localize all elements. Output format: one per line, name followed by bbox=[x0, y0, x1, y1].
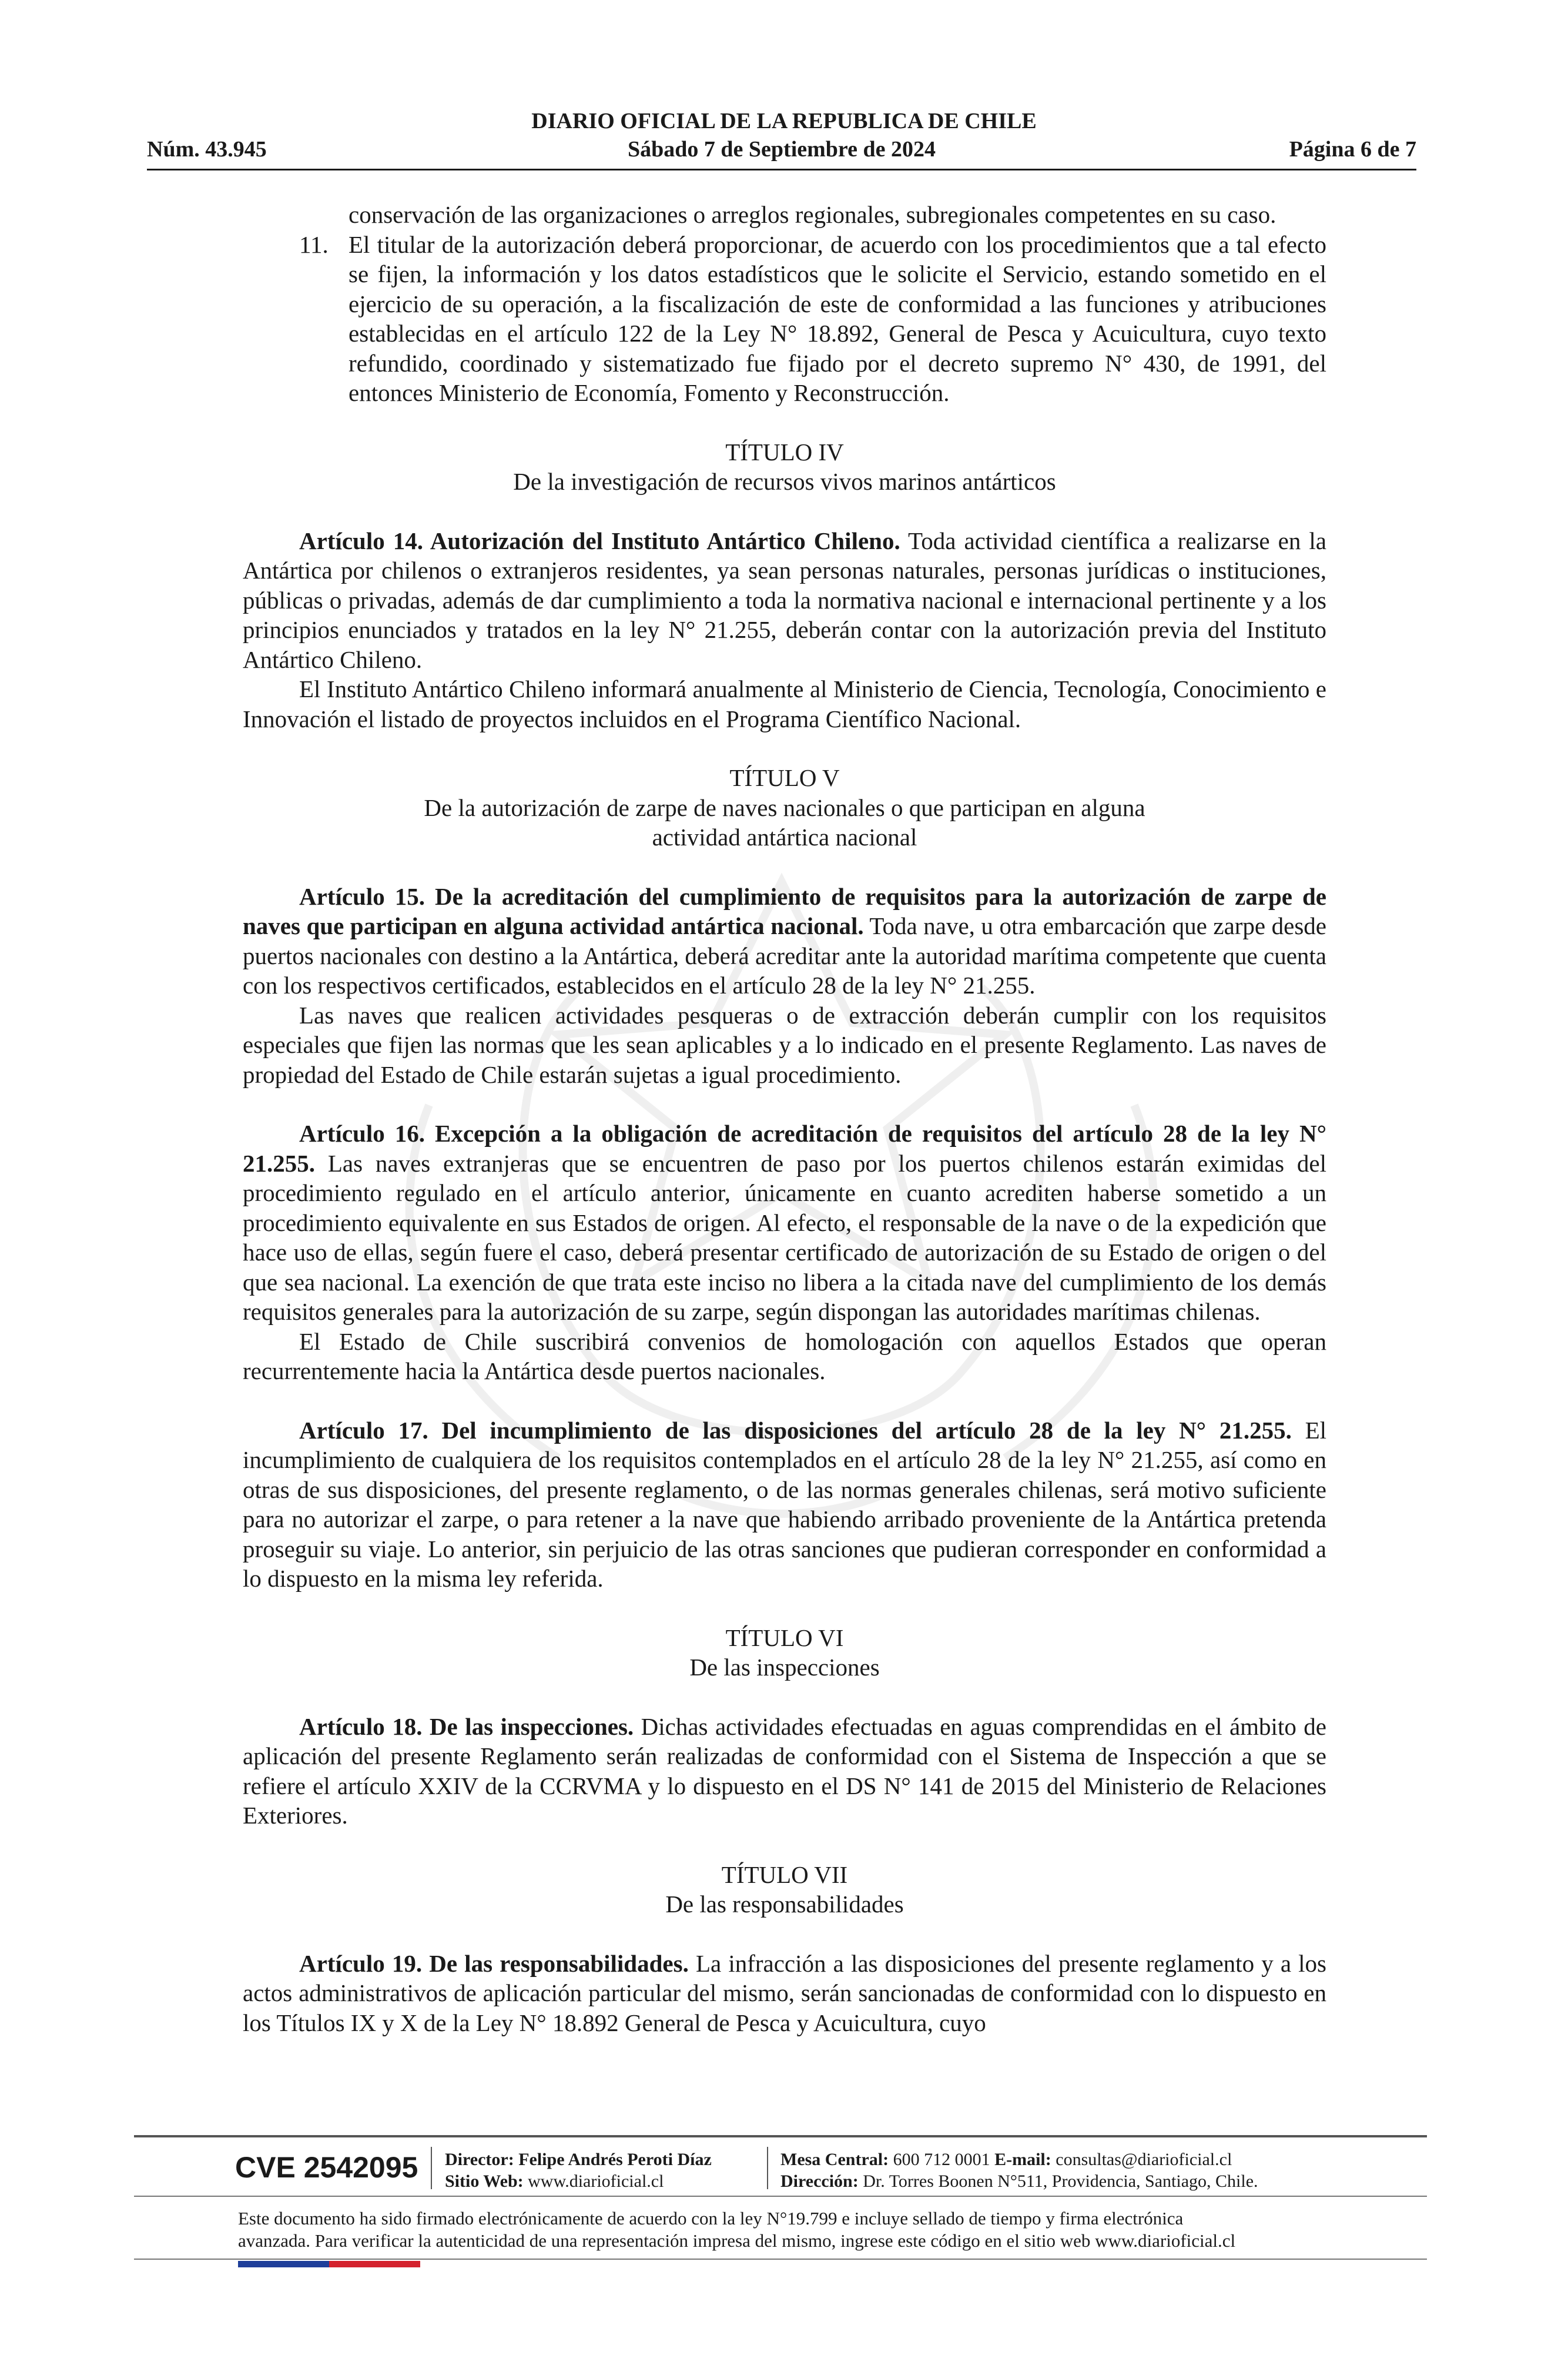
address-label: Dirección: bbox=[780, 2172, 859, 2191]
title-vi: TÍTULO VI bbox=[725, 1624, 844, 1651]
list-item-text: El titular de la autorización deberá proporcionar, de acuerdo con los procedimientos que a tal efecto se fijen, la información y los datos estadísticos que le solicite el Servicio, estando sometido en el ejercicio de su operación, a la fiscalización de este de conformidad a las funciones y atribuciones establecidas en el artículo 122 de la Ley N° 18.892, General de Pesca y Acuicultura, cuyo texto refundido, coordinado y sistematizado fue fijado por el decreto supremo N° 430, de 1991, del entonces Ministerio de Economía, Fomento y Reconstrucción. bbox=[349, 230, 1326, 406]
article-14-text: Toda actividad científica a realizarse en la Antártica por chilenos o extranjeros residentes, ya sean personas naturales, personas jurídicas o instituciones, públicas o privadas, además de dar cumplimiento a toda la normativa nacional e internacional pertinente y a los principios enunciados y tratados en la ley N° 21.255, deberán contar con la autorización previa del Instituto Antártico Chileno. bbox=[243, 527, 1326, 673]
article-17-heading: Artículo 17. Del incumplimiento de las disposiciones del artículo 28 de la ley N° 21.255. bbox=[299, 1416, 1292, 1444]
site-label: Sitio Web: bbox=[445, 2172, 524, 2191]
mesa-phone: 600 712 0001 bbox=[893, 2150, 990, 2169]
mesa-label: Mesa Central: bbox=[780, 2150, 889, 2169]
list-item-11 bbox=[243, 230, 1326, 408]
header-row bbox=[147, 135, 1416, 163]
footer-separator bbox=[767, 2147, 768, 2189]
footer-divider-bottom bbox=[134, 2259, 1427, 2260]
issue-number: Núm. 43.945 bbox=[147, 137, 267, 162]
list-number: 11. bbox=[299, 230, 329, 258]
footer-separator bbox=[431, 2147, 432, 2189]
director-name: Felipe Andrés Peroti Díaz bbox=[518, 2150, 712, 2169]
title-v-subtitle-line-2: actividad antártica nacional bbox=[652, 824, 917, 851]
footer-divider-top bbox=[134, 2135, 1427, 2137]
footer-contact-block bbox=[780, 2149, 1258, 2192]
article-18-heading: Artículo 18. De las inspecciones. bbox=[299, 1712, 634, 1740]
title-v-subtitle-line-1: De la autorización de zarpe de naves nacionales o que participan en alguna bbox=[424, 794, 1145, 821]
footer-divider-middle bbox=[134, 2196, 1427, 2197]
document-body bbox=[243, 200, 1326, 2038]
article-15-heading: Artículo 15. De la acreditación del cumplimiento de requisitos para la autorización de zarpe de naves que participan en alguna actividad antártica nacional. bbox=[243, 882, 1326, 939]
issue-date: Sábado 7 de Septiembre de 2024 bbox=[628, 137, 936, 162]
article-19-text: La infracción a las disposiciones del presente reglamento y a los actos administrativos de aplicación particular del mismo, serán sancionadas de conformidad con lo dispuesto en los Títulos IX y X de la Ley N° 18.892 General de Pesca y Acuicultura, cuyo bbox=[243, 1949, 1326, 2036]
article-19-heading: Artículo 19. De las responsabilidades. bbox=[299, 1949, 689, 1977]
header-divider bbox=[147, 169, 1416, 170]
article-16 bbox=[243, 1119, 1326, 1327]
article-16-heading: Artículo 16. Excepción a la obligación de acreditación de requisitos del artículo 28 de la ley N° 21.255. bbox=[243, 1120, 1326, 1177]
article-15-paragraph-2: Las naves que realicen actividades pesqueras o de extracción deberán cumplir con los requisitos especiales que fijen las normas que les sean aplicables y a lo indicado en el presente Reglamento. Las naves de propiedad del Estado de Chile estarán sujetas a igual procedimiento. bbox=[243, 1001, 1326, 1088]
address-text: Dr. Torres Boonen N°511, Providencia, Santiago, Chile. bbox=[863, 2172, 1258, 2191]
footer-director-block bbox=[445, 2149, 712, 2192]
article-18-text: Dichas actividades efectuadas en aguas comprendidas en el ámbito de aplicación del presente Reglamento serán realizadas de conformidad con el Sistema de Inspección a que se refiere el artículo XXIV de la CCRVMA y lo dispuesto en el DS N° 141 de 2015 del Ministerio de Relaciones Exteriores. bbox=[243, 1712, 1326, 1829]
cve-code: CVE 2542095 bbox=[235, 2151, 418, 2184]
article-17 bbox=[243, 1416, 1326, 1594]
page-indicator: Página 6 de 7 bbox=[1289, 137, 1416, 162]
footer-legal-notice bbox=[238, 2207, 1331, 2252]
flag-bar-blue bbox=[238, 2261, 329, 2267]
article-17-text: El incumplimiento de cualquiera de los requisitos contemplados en el artículo 28 de la ley N° 21.255, así como en otras de sus disposiciones, del presente reglamento, o de las normas generales chilenas, será motivo suficiente para no autorizar el zarpe, o para retener a la nave que habiendo arribado proveniente de la Antártica pretenda proseguir su viaje. Lo anterior, sin perjuicio de las otras sanciones que pudieran corresponder en conformidad a lo dispuesto en la misma ley referida. bbox=[243, 1416, 1326, 1592]
legal-line-1: Este documento ha sido firmado electrónicamente de acuerdo con la ley N°19.799 e incluye sellado de tiempo y firma electrónica bbox=[238, 2208, 1184, 2229]
article-14-heading: Artículo 14. Autorización del Instituto Antártico Chileno. bbox=[299, 527, 900, 554]
article-16-paragraph-2: El Estado de Chile suscribirá convenios de homologación con aquellos Estados que operan recurrentemente hacia la Antártica desde puertos nacionales. bbox=[243, 1327, 1326, 1384]
article-14 bbox=[243, 526, 1326, 675]
email-link[interactable]: consultas@diarioficial.cl bbox=[1056, 2150, 1232, 2169]
paragraph-continuation: conservación de las organizaciones o arreglos regionales, subregionales competentes en su caso. bbox=[349, 201, 1276, 228]
site-link[interactable]: www.diarioficial.cl bbox=[528, 2172, 664, 2191]
article-14-paragraph-2: El Instituto Antártico Chileno informará anualmente al Ministerio de Ciencia, Tecnología, Conocimiento e Innovación el listado de proyectos incluidos en el Programa Científico Nacional. bbox=[243, 675, 1326, 732]
article-19 bbox=[243, 1949, 1326, 2038]
title-v: TÍTULO V bbox=[729, 764, 840, 791]
director-label: Director: bbox=[445, 2150, 514, 2169]
article-15-text: Toda nave, u otra embarcación que zarpe desde puertos nacionales con destino a la Antártica, deberá acreditar ante la autoridad marítima competente que cuenta con los respectivos certificados, establecidos en el artículo 28 de la ley N° 21.255. bbox=[243, 912, 1326, 999]
title-iv-subtitle: De la investigación de recursos vivos marinos antárticos bbox=[513, 468, 1056, 495]
legal-line-2: avanzada. Para verificar la autenticidad de una representación impresa del mismo, ingrese este código en el sitio web www.diarioficial.cl bbox=[238, 2230, 1236, 2251]
title-vi-subtitle: De las inspecciones bbox=[689, 1654, 880, 1681]
email-label: E-mail: bbox=[994, 2150, 1051, 2169]
title-iv: TÍTULO IV bbox=[725, 438, 844, 466]
article-18 bbox=[243, 1712, 1326, 1831]
title-vii: TÍTULO VII bbox=[721, 1861, 848, 1888]
article-16-text: Las naves extranjeras que se encuentren de paso por los puertos chilenos estarán eximidas del procedimiento regulado en el artículo anterior, únicamente en cuanto acrediten haberse sometido a un procedimiento equivalente en sus Estados de origen. Al efecto, el responsable de la nave o de la expedición que hace uso de ellas, según fuere el caso, deberá presentar certificado de autorización de su Estado de origen o del que sea nacional. La exención de que trata este inciso no libera a la citada nave del cumplimiento de los demás requisitos generales para la autorización de su zarpe, según dispongan las autoridades marítimas chilenas. bbox=[243, 1149, 1326, 1325]
title-vii-subtitle: De las responsabilidades bbox=[665, 1891, 904, 1918]
article-15 bbox=[243, 882, 1326, 1001]
flag-bar-red bbox=[329, 2261, 420, 2267]
publication-title: DIARIO OFICIAL DE LA REPUBLICA DE CHILE bbox=[531, 109, 1037, 133]
